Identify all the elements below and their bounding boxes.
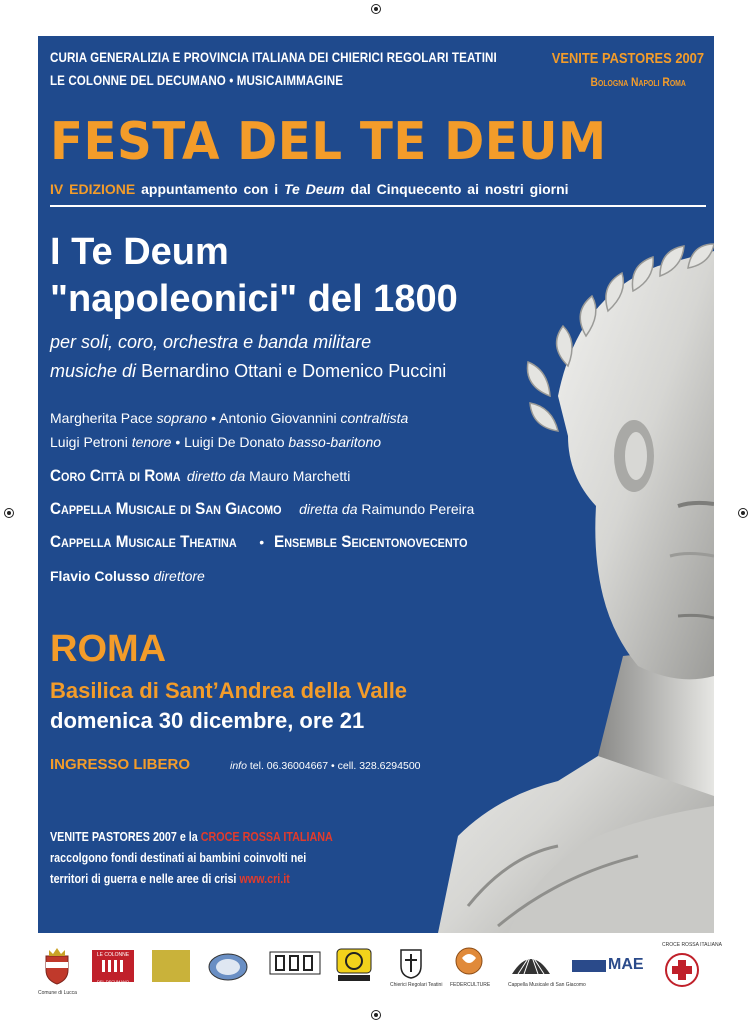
edition-label: IV EDIZIONE	[50, 181, 136, 197]
federculture-logo	[454, 946, 484, 976]
ensemble-name: Cappella Musicale Theatina	[50, 532, 237, 551]
separator: •	[175, 434, 181, 450]
teatini-crest-logo	[396, 944, 426, 980]
logo-caption: Cappella Musicale di San Giacomo	[508, 982, 586, 988]
ingresso-libero: INGRESSO LIBERO	[50, 756, 191, 773]
performer-name: Luigi De Donato	[184, 434, 285, 450]
event-city: ROMA	[50, 628, 167, 670]
registration-mark-right	[737, 507, 749, 519]
header-right-1: VENITE PASTORES 2007	[551, 50, 704, 67]
program-title-2: "napoleonici" del 1800	[50, 278, 458, 320]
conductor-name: Flavio Colusso	[50, 568, 150, 584]
ensemble-director-label: diretto da	[186, 468, 246, 484]
performer-role: contraltista	[340, 410, 409, 426]
ensemble-director: Raimundo Pereira	[361, 501, 475, 517]
divider	[50, 205, 706, 207]
ensemble-director: Mauro Marchetti	[249, 468, 351, 484]
separator: •	[211, 410, 216, 426]
registration-mark-top	[370, 3, 382, 15]
sponsor-logos	[0, 940, 752, 1024]
performer-name: Luigi Petroni	[50, 434, 128, 450]
logo-text: LE COLONNE	[96, 952, 130, 958]
edition-italic: Te Deum	[284, 181, 345, 197]
performer-name: Margherita Pace	[50, 410, 153, 426]
header-right-2: Bologna Napoli Roma	[590, 75, 686, 89]
mibac-logo	[152, 950, 190, 982]
cri-line-3	[50, 872, 290, 886]
logo-caption: DEL DECUMANO	[96, 979, 130, 984]
logo-caption: Chierici Regolari Teatini	[390, 982, 443, 988]
event-date: domenica 30 dicembre, ore 21	[50, 708, 365, 733]
event-info	[230, 760, 421, 772]
program-subtitle-2	[50, 361, 446, 382]
croce-rossa-logo	[664, 952, 700, 988]
cri-name: CROCE ROSSA ITALIANA	[200, 830, 333, 844]
conductor-role: direttore	[153, 568, 205, 584]
cri-text: VENITE PASTORES 2007 e la	[50, 830, 198, 844]
subtitle-composers: Bernardino Ottani e Domenico Puccini	[141, 361, 447, 381]
performer-role: basso-baritono	[288, 434, 382, 450]
event-venue: Basilica di Sant’Andrea della Valle	[50, 678, 408, 703]
performer-name: Antonio Giovannini	[219, 410, 337, 426]
program-subtitle-1: per soli, coro, orchestra e banda militare	[50, 332, 372, 352]
shell-logo	[510, 950, 552, 978]
cri-website-link[interactable]: www.cri.it	[239, 872, 290, 886]
ensemble-name: Ensemble Seicentonovecento	[274, 532, 468, 551]
header-line-2: LE COLONNE DEL DECUMANO • MUSICAIMMAGINE	[50, 73, 344, 88]
performers-line-2	[50, 434, 381, 450]
comune-coat-of-arms-logo	[40, 946, 74, 986]
ensemble-line-1	[50, 466, 350, 486]
logo-text: MAE	[608, 956, 644, 973]
cri-logo-caption: CROCE ROSSA ITALIANA	[662, 942, 722, 948]
cri-text: territori di guerra e nelle aree di crisi	[50, 872, 237, 886]
registration-mark-left	[3, 507, 15, 519]
ensemble-name: Coro Città di Roma	[50, 466, 181, 485]
le-colonne-logo	[92, 950, 134, 982]
ensemble-name: Cappella Musicale di San Giacomo	[50, 499, 282, 518]
subtitle-musiche: musiche di	[50, 361, 137, 381]
performer-role: soprano	[156, 410, 208, 426]
cri-line-2: raccolgono fondi destinati ai bambini coinvolti nei	[50, 851, 307, 865]
performer-role: tenore	[131, 434, 172, 450]
info-label: info	[230, 760, 247, 772]
logo-caption: FEDERCULTURE	[450, 982, 491, 988]
ensemble-director-label: diretta da	[299, 501, 358, 517]
round-emblem-logo	[208, 952, 248, 982]
conductor-line	[50, 568, 205, 584]
edition-post: dal Cinquecento ai nostri giorni	[350, 181, 569, 197]
program-title-1: I Te Deum	[50, 231, 229, 273]
mae-logo	[572, 956, 642, 976]
poster	[38, 36, 714, 933]
festa-title: FESTA DEL TE DEUM	[50, 112, 607, 172]
musicaimmagine-logo	[268, 950, 322, 984]
separator: •	[259, 534, 265, 550]
logo-caption: Comune di Lucca	[38, 990, 77, 996]
ensemble-line-3	[50, 532, 477, 552]
cri-line-1	[50, 830, 333, 844]
edition-line	[50, 181, 569, 197]
ensemble-line-2	[50, 499, 474, 519]
edition-pre: appuntamento con i	[141, 181, 279, 197]
header-line-1: CURIA GENERALIZIA E PROVINCIA ITALIANA DEI CHIERICI REGOLARI TEATINI	[50, 50, 497, 65]
info-contacts: tel. 06.36004667 • cell. 328.6294500	[249, 760, 421, 772]
radio-vaticana-logo	[336, 948, 372, 982]
performers-line-1	[50, 410, 408, 426]
